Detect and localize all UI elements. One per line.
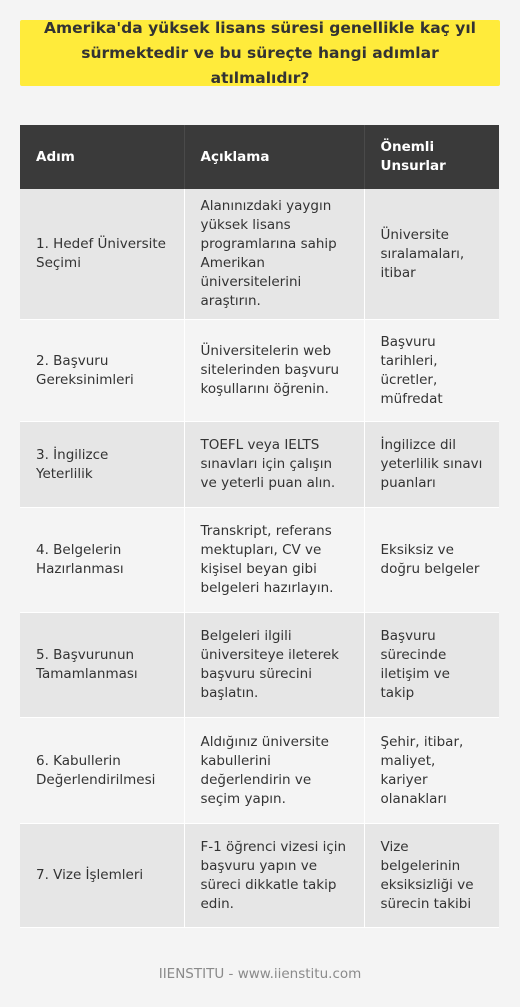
table-row (20, 320, 499, 422)
step-cell: 4. Belgelerin Hazırlanması (20, 508, 184, 613)
footer-credit: IIENSTITU - www.iienstitu.com (158, 966, 362, 982)
step-cell: 7. Vize İşlemleri (20, 824, 184, 928)
description-cell: Alanınızdaki yaygın yüksek lisans programlarına sahip Amerikan üniversitelerini araştırın. (184, 189, 364, 320)
header-key-factors: Önemli Unsurlar (364, 125, 499, 189)
key-factors-cell: Üniversite sıralamaları, itibar (364, 189, 499, 320)
table-row (20, 824, 499, 928)
step-cell: 6. Kabullerin Değerlendirilmesi (20, 718, 184, 824)
table-row (20, 189, 499, 320)
description-cell: Üniversitelerin web sitelerinden başvuru koşullarını öğrenin. (184, 320, 364, 422)
description-cell: Transkript, referans mektupları, CV ve kişisel beyan gibi belgeleri hazırlayın. (184, 508, 364, 613)
table-row (20, 508, 499, 613)
key-factors-cell: Başvuru tarihleri, ücretler, müfredat (364, 320, 499, 422)
key-factors-cell: Eksiksiz ve doğru belgeler (364, 508, 499, 613)
table-row (20, 613, 499, 718)
header-description: Açıklama (184, 125, 364, 189)
description-cell: TOEFL veya IELTS sınavları için çalışın ve yeterli puan alın. (184, 422, 364, 508)
page-title: Amerika'da yüksek lisans süresi genellikle kaç yıl sürmektedir ve bu süreçte hangi adımlar atılmalıdır? (20, 20, 500, 86)
table-row (20, 422, 499, 508)
key-factors-cell: İngilizce dil yeterlilik sınavı puanları (364, 422, 499, 508)
description-cell: Belgeleri ilgili üniversiteye ileterek başvuru sürecini başlatın. (184, 613, 364, 718)
key-factors-cell: Şehir, itibar, maliyet, kariyer olanakları (364, 718, 499, 824)
table-row (20, 718, 499, 824)
step-cell: 5. Başvurunun Tamamlanması (20, 613, 184, 718)
description-cell: Aldığınız üniversite kabullerini değerlendirin ve seçim yapın. (184, 718, 364, 824)
description-cell: F-1 öğrenci vizesi için başvuru yapın ve süreci dikkatle takip edin. (184, 824, 364, 928)
step-cell: 1. Hedef Üniversite Seçimi (20, 189, 184, 320)
steps-table (20, 125, 499, 928)
step-cell: 3. İngilizce Yeterlilik (20, 422, 184, 508)
header-step: Adım (20, 125, 184, 189)
key-factors-cell: Vize belgelerinin eksiksizliği ve sürecin takibi (364, 824, 499, 928)
key-factors-cell: Başvuru sürecinde iletişim ve takip (364, 613, 499, 718)
step-cell: 2. Başvuru Gereksinimleri (20, 320, 184, 422)
table-header-row (20, 125, 499, 189)
